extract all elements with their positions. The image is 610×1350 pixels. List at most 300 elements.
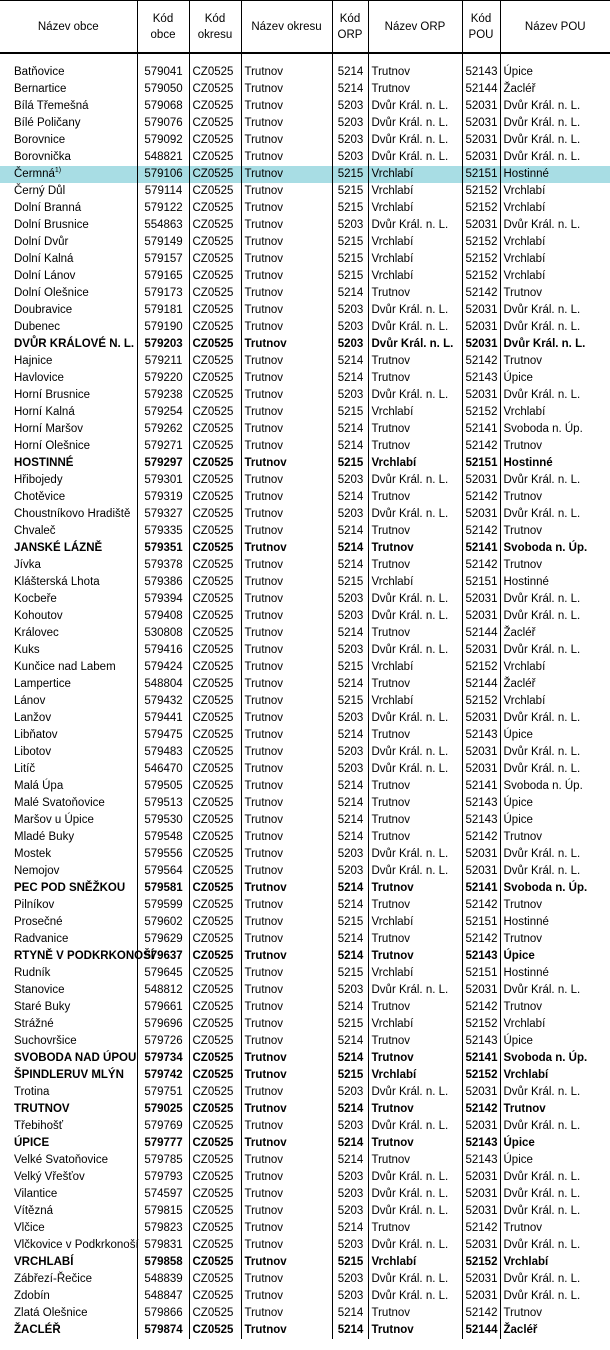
orp-code (332, 982, 368, 999)
pou-code (462, 1203, 500, 1220)
orp-code-text: 5215 (337, 967, 364, 979)
municipality-name (0, 1254, 137, 1271)
orp-name (368, 982, 462, 999)
municipality-code-text: 579335 (144, 525, 183, 537)
orp-name (368, 897, 462, 914)
district-code (189, 370, 241, 387)
pou-code (462, 251, 500, 268)
district-name-text: Trutnov (244, 865, 284, 877)
municipality-code-text: 546470 (144, 763, 183, 775)
col-header-kod-obce: Kód obce (137, 1, 189, 54)
district-name (241, 642, 332, 659)
pou-name (500, 999, 610, 1016)
municipality-code-text: 579238 (144, 389, 183, 401)
orp-code (332, 506, 368, 523)
pou-code-text: 52152 (465, 406, 498, 418)
pou-code (462, 421, 500, 438)
district-code (189, 557, 241, 574)
district-name-text: Trutnov (244, 746, 284, 758)
pou-code (462, 285, 500, 302)
municipality-code (137, 642, 189, 659)
table-row (0, 1288, 610, 1305)
district-code (189, 336, 241, 353)
district-code-text: CZ0525 (192, 83, 234, 95)
pou-name (500, 64, 610, 81)
orp-name (368, 1169, 462, 1186)
district-code-text: CZ0525 (192, 831, 234, 843)
district-code (189, 387, 241, 404)
table-row (0, 319, 610, 336)
pou-name-text: Dvůr Král. n. L. (503, 865, 581, 877)
orp-name-text: Trutnov (371, 491, 411, 503)
municipality-code-text: 579114 (144, 185, 183, 197)
orp-code-text: 5215 (337, 916, 364, 928)
municipality-code-text: 579076 (144, 117, 183, 129)
pou-name (500, 302, 610, 319)
municipality-name-text: Prosečné (14, 916, 63, 928)
pou-name-text: Dvůr Král. n. L. (503, 1239, 581, 1251)
pou-code (462, 1067, 500, 1084)
municipality-name (0, 1152, 137, 1169)
pou-code-text: 52151 (465, 916, 498, 928)
orp-code-text: 5214 (337, 423, 364, 435)
orp-name-text: Vrchlabí (371, 457, 417, 469)
district-code-text: CZ0525 (192, 1324, 234, 1336)
pou-code (462, 506, 500, 523)
pou-name-text: Dvůr Král. n. L. (503, 151, 581, 163)
orp-name-text: Dvůr Král. n. L. (371, 712, 449, 724)
orp-name-text: Trutnov (371, 525, 411, 537)
municipality-name (0, 319, 137, 336)
district-code-text: CZ0525 (192, 780, 234, 792)
orp-code (332, 404, 368, 421)
municipality-name (0, 353, 137, 370)
orp-code (332, 625, 368, 642)
district-code (189, 132, 241, 149)
orp-code-text: 5214 (337, 1307, 364, 1319)
district-name (241, 1135, 332, 1152)
district-code (189, 778, 241, 795)
pou-name (500, 98, 610, 115)
district-code-text: CZ0525 (192, 1052, 234, 1064)
orp-code-text: 5214 (337, 1103, 364, 1115)
municipality-name (0, 846, 137, 863)
district-name-text: Trutnov (244, 1086, 284, 1098)
municipality-code-text: 579319 (144, 491, 183, 503)
district-name (241, 914, 332, 931)
pou-name (500, 982, 610, 999)
district-name (241, 1203, 332, 1220)
orp-name (368, 1271, 462, 1288)
municipality-code (137, 319, 189, 336)
municipality-code (137, 931, 189, 948)
orp-code-text: 5203 (337, 848, 364, 860)
municipality-code (137, 132, 189, 149)
pou-name-text: Vrchlabí (503, 406, 546, 418)
table-row (0, 778, 610, 795)
pou-name-text: Dvůr Král. n. L. (503, 134, 581, 146)
orp-name (368, 693, 462, 710)
pou-code (462, 336, 500, 353)
district-name-text: Trutnov (244, 151, 284, 163)
district-code (189, 319, 241, 336)
orp-code-text: 5203 (337, 151, 364, 163)
district-name-text: Trutnov (244, 763, 284, 775)
pou-name-text: Úpice (503, 66, 533, 78)
orp-code (332, 608, 368, 625)
district-code-text: CZ0525 (192, 1273, 234, 1285)
orp-name (368, 64, 462, 81)
district-name (241, 829, 332, 846)
pou-code-text: 52142 (465, 1307, 498, 1319)
pou-code (462, 1135, 500, 1152)
pou-code-text: 52031 (465, 1290, 498, 1302)
municipality-name-text: Mostek (14, 848, 52, 860)
district-name (241, 897, 332, 914)
pou-name-text: Dvůr Král. n. L. (503, 100, 581, 112)
municipality-name-text: Borovnička (14, 151, 71, 163)
district-code-text: CZ0525 (192, 576, 234, 588)
pou-code-text: 52142 (465, 831, 498, 843)
orp-code-text: 5203 (337, 508, 364, 520)
district-code-text: CZ0525 (192, 338, 234, 350)
pou-name (500, 1033, 610, 1050)
pou-code (462, 1033, 500, 1050)
district-name-text: Trutnov (244, 1171, 284, 1183)
municipality-code (137, 64, 189, 81)
municipality-code-text: 579831 (144, 1239, 183, 1251)
orp-name-text: Dvůr Král. n. L. (371, 134, 449, 146)
table-row (0, 506, 610, 523)
district-name (241, 285, 332, 302)
municipality-name (0, 1203, 137, 1220)
district-name (241, 183, 332, 200)
pou-code-text: 52143 (465, 66, 498, 78)
pou-code-text: 52142 (465, 491, 498, 503)
orp-code (332, 999, 368, 1016)
municipality-name (0, 914, 137, 931)
municipality-code (137, 268, 189, 285)
district-name (241, 574, 332, 591)
table-row (0, 574, 610, 591)
pou-name-text: Svoboda n. Úp. (503, 780, 583, 792)
pou-code (462, 625, 500, 642)
municipality-name-text: Dolní Dvůr (14, 236, 69, 248)
orp-name-text: Trutnov (371, 559, 411, 571)
district-code (189, 523, 241, 540)
pou-name-text: Úpice (503, 1137, 535, 1149)
orp-code-text: 5214 (337, 372, 364, 384)
municipality-name (0, 1288, 137, 1305)
municipality-name-text: SVOBODA NAD ÚPOU (14, 1052, 137, 1064)
pou-name (500, 1084, 610, 1101)
orp-name (368, 574, 462, 591)
orp-name (368, 438, 462, 455)
orp-name (368, 217, 462, 234)
district-name-text: Trutnov (244, 1154, 284, 1166)
district-code-text: CZ0525 (192, 1035, 234, 1047)
district-name-text: Trutnov (244, 202, 284, 214)
district-name-text: Trutnov (244, 678, 284, 690)
pou-code (462, 183, 500, 200)
district-code-text: CZ0525 (192, 933, 234, 945)
district-code-text: CZ0525 (192, 457, 234, 469)
orp-name (368, 591, 462, 608)
municipality-name-text: PEC POD SNĚŽKOU (14, 882, 126, 894)
orp-code (332, 1067, 368, 1084)
table-row (0, 421, 610, 438)
pou-name-text: Vrchlabí (503, 185, 546, 197)
district-code-text: CZ0525 (192, 355, 234, 367)
orp-code-text: 5214 (337, 831, 364, 843)
orp-code (332, 455, 368, 472)
municipality-name-text: Vlčkovice v Podkrkonoší (14, 1239, 139, 1251)
municipality-name (0, 1169, 137, 1186)
pou-code (462, 931, 500, 948)
orp-code-text: 5203 (337, 474, 364, 486)
municipality-code-text: 579441 (144, 712, 183, 724)
district-name-text: Trutnov (244, 729, 284, 741)
pou-name (500, 438, 610, 455)
orp-name (368, 234, 462, 251)
municipality-name-text: Chotěvice (14, 491, 66, 503)
district-name-text: Trutnov (244, 372, 284, 384)
municipality-name-text: Vítězná (14, 1205, 53, 1217)
municipality-name-text: Dubenec (14, 321, 61, 333)
municipality-name (0, 540, 137, 557)
pou-name (500, 149, 610, 166)
table-row (0, 880, 610, 897)
municipality-name (0, 829, 137, 846)
pou-code-text: 52141 (465, 1052, 498, 1064)
table-row (0, 1050, 610, 1067)
municipality-name-text: Trotina (14, 1086, 50, 1098)
municipality-name (0, 574, 137, 591)
district-code-text: CZ0525 (192, 389, 234, 401)
pou-code (462, 319, 500, 336)
pou-code-text: 52031 (465, 1120, 498, 1132)
municipality-name (0, 1118, 137, 1135)
municipality-code-text: 579262 (144, 423, 183, 435)
district-name-text: Trutnov (244, 287, 284, 299)
orp-code (332, 81, 368, 98)
orp-name (368, 880, 462, 897)
orp-name-text: Dvůr Král. n. L. (371, 763, 449, 775)
orp-name-text: Dvůr Král. n. L. (371, 1239, 449, 1251)
municipality-code (137, 761, 189, 778)
district-code (189, 217, 241, 234)
pou-code-text: 52031 (465, 321, 498, 333)
orp-code-text: 5203 (337, 134, 364, 146)
municipality-code (137, 693, 189, 710)
table-row (0, 1135, 610, 1152)
pou-name (500, 1237, 610, 1254)
district-code-text: CZ0525 (192, 746, 234, 758)
orp-name-text: Dvůr Král. n. L. (371, 321, 449, 333)
orp-name-text: Dvůr Král. n. L. (371, 1273, 449, 1285)
pou-name-text: Trutnov (503, 1222, 543, 1234)
district-code (189, 1203, 241, 1220)
district-code-text: CZ0525 (192, 661, 234, 673)
district-code (189, 846, 241, 863)
pou-name-text: Trutnov (503, 1001, 543, 1013)
district-name-text: Trutnov (244, 627, 284, 639)
municipality-name (0, 625, 137, 642)
table-row (0, 489, 610, 506)
table-row (0, 370, 610, 387)
district-code (189, 489, 241, 506)
district-name-text: Trutnov (244, 1035, 284, 1047)
pou-code-text: 52152 (465, 270, 498, 282)
orp-code (332, 710, 368, 727)
orp-code (332, 642, 368, 659)
pou-name-text: Úpice (503, 950, 535, 962)
district-name-text: Trutnov (244, 984, 284, 996)
orp-name-text: Trutnov (371, 678, 411, 690)
pou-code-text: 52143 (465, 950, 498, 962)
pou-name-text: Dvůr Král. n. L. (503, 763, 581, 775)
pou-name (500, 642, 610, 659)
pou-code (462, 812, 500, 829)
district-name-text: Trutnov (244, 950, 287, 962)
pou-code-text: 52142 (465, 525, 498, 537)
table-row (0, 591, 610, 608)
municipality-code (137, 438, 189, 455)
orp-name-text: Trutnov (371, 1035, 411, 1047)
municipality-code-text: 579602 (144, 916, 183, 928)
orp-code (332, 897, 368, 914)
district-code-text: CZ0525 (192, 168, 234, 180)
pou-code (462, 404, 500, 421)
orp-name-text: Trutnov (371, 797, 411, 809)
district-name (241, 863, 332, 880)
municipality-name (0, 710, 137, 727)
orp-code-text: 5214 (337, 882, 364, 894)
district-name (241, 1322, 332, 1339)
district-name (241, 693, 332, 710)
orp-name (368, 285, 462, 302)
district-code-text: CZ0525 (192, 797, 234, 809)
pou-name-text: Trutnov (503, 933, 543, 945)
pou-name-text: Dvůr Král. n. L. (503, 712, 581, 724)
pou-code-text: 52031 (465, 474, 498, 486)
pou-name (500, 421, 610, 438)
orp-code-text: 5214 (337, 678, 364, 690)
orp-code (332, 387, 368, 404)
orp-code-text: 5203 (337, 1171, 364, 1183)
district-name-text: Trutnov (244, 389, 284, 401)
orp-code-text: 5215 (337, 661, 364, 673)
orp-code (332, 778, 368, 795)
district-code (189, 353, 241, 370)
orp-code (332, 540, 368, 557)
orp-name-text: Vrchlabí (371, 236, 414, 248)
pou-code-text: 52143 (465, 1137, 498, 1149)
district-code-text: CZ0525 (192, 695, 234, 707)
district-code (189, 574, 241, 591)
pou-name (500, 404, 610, 421)
orp-name (368, 353, 462, 370)
orp-code-text: 5214 (337, 627, 364, 639)
table-row (0, 268, 610, 285)
orp-name (368, 625, 462, 642)
orp-code-text: 5203 (337, 1086, 364, 1098)
table-row (0, 625, 610, 642)
municipality-name (0, 472, 137, 489)
municipality-code-text: 579157 (144, 253, 183, 265)
pou-code-text: 52142 (465, 1222, 498, 1234)
municipality-name-text: Malá Úpa (14, 780, 64, 792)
orp-name-text: Trutnov (371, 1324, 414, 1336)
pou-name (500, 472, 610, 489)
municipality-name (0, 982, 137, 999)
municipality-name (0, 812, 137, 829)
district-code (189, 1016, 241, 1033)
municipality-code (137, 115, 189, 132)
district-code-text: CZ0525 (192, 1239, 234, 1251)
pou-code-text: 52152 (465, 695, 498, 707)
table-row (0, 132, 610, 149)
pou-code (462, 999, 500, 1016)
municipality-code (137, 251, 189, 268)
orp-name (368, 132, 462, 149)
orp-code-text: 5214 (337, 491, 364, 503)
district-name (241, 217, 332, 234)
municipality-code (137, 404, 189, 421)
orp-code-text: 5203 (337, 219, 364, 231)
table-row (0, 472, 610, 489)
district-code (189, 472, 241, 489)
orp-code-text: 5214 (337, 933, 364, 945)
district-code-text: CZ0525 (192, 134, 234, 146)
district-name (241, 948, 332, 965)
municipality-code-text: 579106 (144, 168, 183, 180)
municipality-name-text: Vlčice (14, 1222, 45, 1234)
municipality-name (0, 676, 137, 693)
district-name-text: Trutnov (244, 1018, 284, 1030)
municipality-code (137, 727, 189, 744)
pou-name (500, 846, 610, 863)
orp-name (368, 523, 462, 540)
district-code (189, 659, 241, 676)
district-name-text: Trutnov (244, 1324, 287, 1336)
municipality-name-text: Horní Olešnice (14, 440, 91, 452)
district-code-text: CZ0525 (192, 984, 234, 996)
municipality-code-text: 530808 (144, 627, 183, 639)
pou-code-text: 52152 (465, 253, 498, 265)
pou-code-text: 52031 (465, 151, 498, 163)
district-code-text: CZ0525 (192, 678, 234, 690)
table-row (0, 64, 610, 81)
pou-name-text: Žacléř (503, 678, 536, 690)
district-code (189, 642, 241, 659)
orp-code (332, 812, 368, 829)
district-code (189, 761, 241, 778)
orp-code (332, 744, 368, 761)
pou-code-text: 52031 (465, 610, 498, 622)
orp-code-text: 5215 (337, 185, 364, 197)
orp-code-text: 5214 (337, 814, 364, 826)
municipality-name (0, 404, 137, 421)
pou-code (462, 778, 500, 795)
orp-name-text: Trutnov (371, 882, 414, 894)
municipality-name (0, 98, 137, 115)
district-code-text: CZ0525 (192, 1001, 234, 1013)
district-code-text: CZ0525 (192, 763, 234, 775)
municipality-name-text: Staré Buky (14, 1001, 71, 1013)
pou-code (462, 795, 500, 812)
table-row (0, 744, 610, 761)
